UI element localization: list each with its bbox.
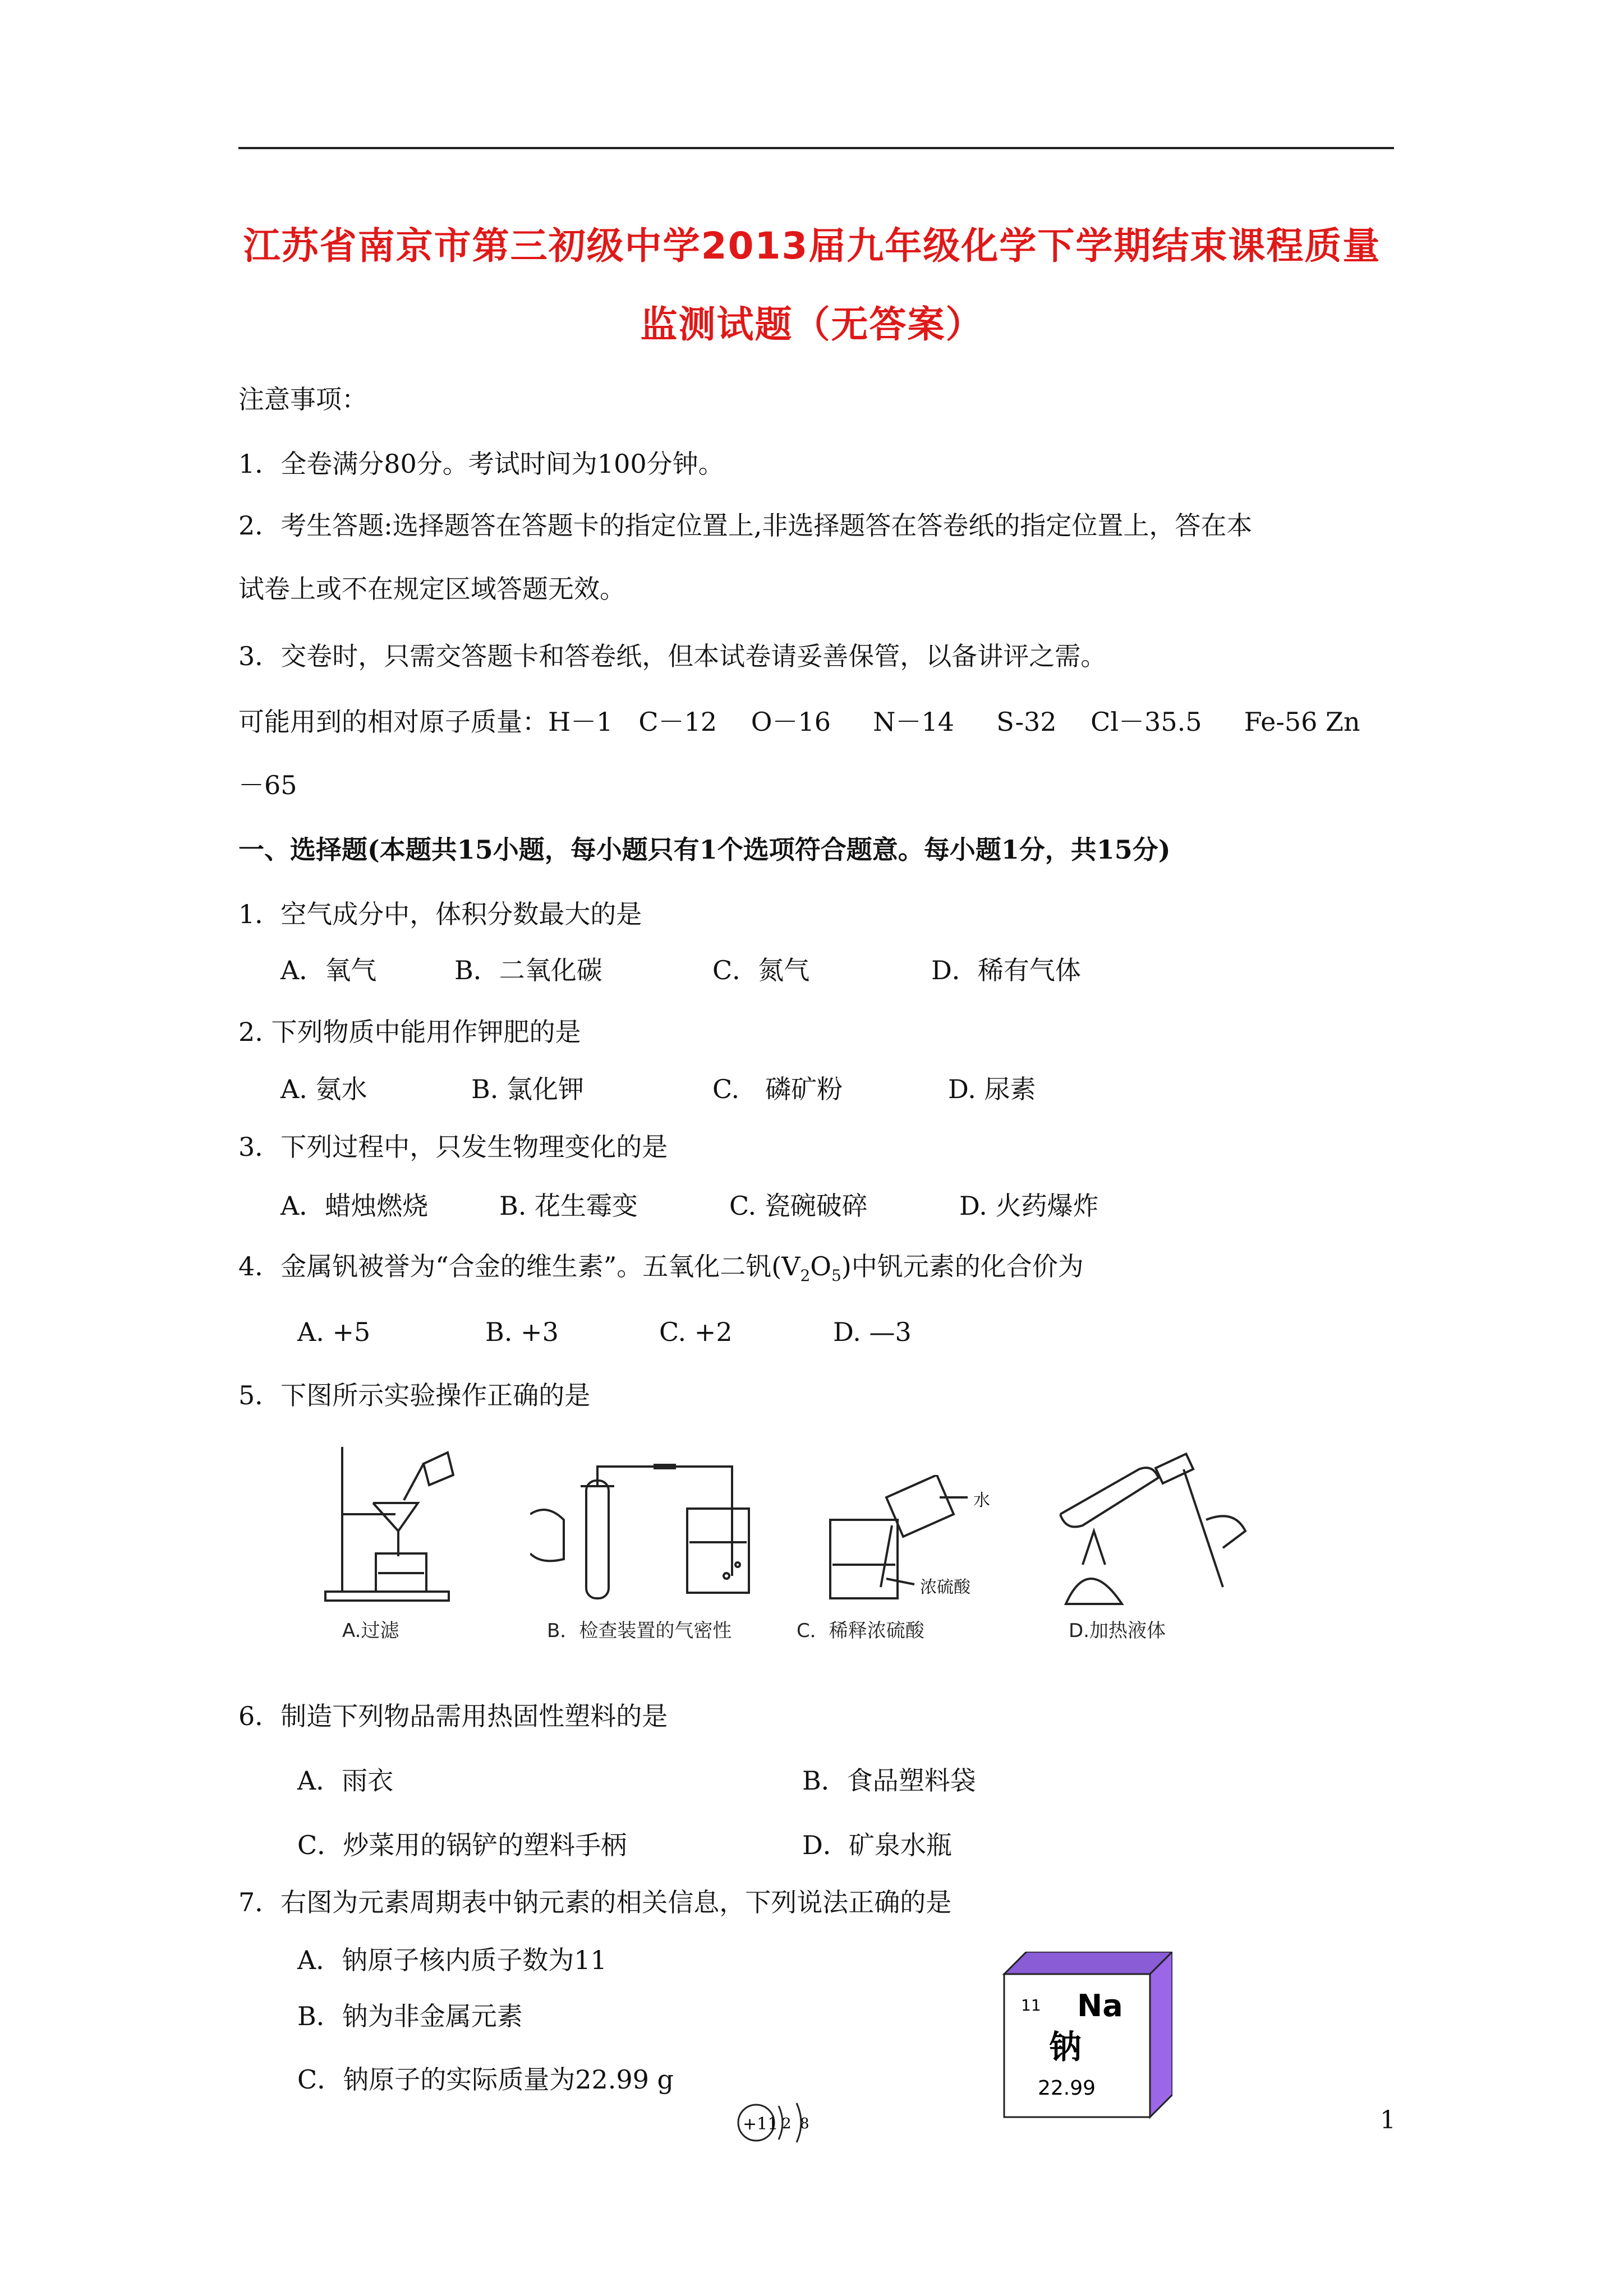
option-d: D. 火药爆炸 bbox=[959, 1191, 1099, 1221]
filtration-figure bbox=[320, 1441, 454, 1610]
note-item: 2．考生答题:选择题答在答题卡的指定位置上,非选择题答在答卷纸的指定位置上，答在本 bbox=[238, 510, 1253, 541]
question-stem: 3．下列过程中，只发生物理变化的是 bbox=[238, 1132, 668, 1162]
notes-heading: 注意事项： bbox=[238, 384, 367, 414]
tile-symbol: Na bbox=[1077, 1988, 1123, 2023]
question-stem: 2. 下列物质中能用作钾肥的是 bbox=[238, 1017, 581, 1047]
option-a: A．雨衣 bbox=[297, 1765, 394, 1796]
option-b: B．钠为非金属元素 bbox=[297, 2001, 523, 2031]
option-a: A. +5 bbox=[297, 1317, 371, 1347]
tile-element-name: 钠 bbox=[1049, 2028, 1082, 2066]
atomic-masses: 可能用到的相对原子质量：H－1 C－12 O－16 N－14 S-32 Cl－35.5 Fe-56 Zn bbox=[238, 707, 1360, 737]
option-a: A．蜡烛燃烧 bbox=[280, 1191, 429, 1221]
atom-structure-diagram bbox=[735, 2095, 819, 2151]
tile-atomic-mass: 22.99 bbox=[1038, 2077, 1096, 2100]
figure-caption-b: B．检查装置的气密性 bbox=[547, 1620, 732, 1642]
figure-caption-c: C．稀释浓硫酸 bbox=[797, 1620, 924, 1642]
section-heading: 一、选择题(本题共15小题，每小题只有1个选项符合题意。每小题1分，共15分) bbox=[238, 835, 1171, 865]
question-stem: 4．金属钒被誉为“合金的维生素”。五氧化二钒$(V_2O_5)$中钒元素的化合价为 bbox=[238, 1251, 1084, 1285]
water-label: 水 bbox=[973, 1491, 990, 1510]
nucleus-charge: +11 bbox=[743, 2114, 779, 2134]
figure-caption-d: D.加热液体 bbox=[1069, 1620, 1166, 1642]
tile-atomic-number: 11 bbox=[1021, 1996, 1041, 2014]
question-stem: 5．下图所示实验操作正确的是 bbox=[238, 1380, 591, 1410]
option-c: C．钠原子的实际质量为22.99 g bbox=[297, 2064, 674, 2095]
option-d: D．矿泉水瓶 bbox=[802, 1830, 952, 1860]
heating-figure bbox=[1055, 1453, 1257, 1610]
header-rule bbox=[238, 147, 1394, 149]
option-a: A. 氨水 bbox=[280, 1074, 367, 1104]
option-c: C．氮气 bbox=[712, 955, 810, 985]
question-stem: 6．制造下列物品需用热固性塑料的是 bbox=[238, 1701, 668, 1731]
option-c: C. 磷矿粉 bbox=[712, 1074, 843, 1104]
option-a: A．氧气 bbox=[280, 955, 377, 985]
option-d: D. 尿素 bbox=[948, 1074, 1036, 1104]
question-stem: 1．空气成分中，体积分数最大的是 bbox=[238, 899, 642, 929]
sodium-element-tile bbox=[993, 1952, 1172, 2120]
option-b: B．二氧化碳 bbox=[454, 955, 602, 985]
note-item: 试卷上或不在规定区域答题无效。 bbox=[238, 574, 625, 604]
option-b: B．食品塑料袋 bbox=[802, 1765, 976, 1796]
option-b: B. +3 bbox=[485, 1317, 559, 1347]
shell-2-electrons: 8 bbox=[800, 2115, 809, 2132]
question-stem: 7．右图为元素周期表中钠元素的相关信息，下列说法正确的是 bbox=[238, 1887, 952, 1917]
option-b: B. 花生霉变 bbox=[499, 1191, 638, 1221]
note-item: 3．交卷时，只需交答题卡和答卷纸，但本试卷请妥善保管，以备讲评之需。 bbox=[238, 641, 1107, 671]
page-title-line1: 江苏省南京市第三初级中学2013届九年级化学下学期结束课程质量 bbox=[243, 224, 1381, 268]
option-d: D．稀有气体 bbox=[931, 955, 1081, 985]
shell-1-electrons: 2 bbox=[782, 2115, 792, 2132]
option-b: B. 氯化钾 bbox=[471, 1074, 585, 1104]
airtightness-figure bbox=[530, 1464, 755, 1610]
option-c: C．炒菜用的锅铲的塑料手柄 bbox=[297, 1830, 627, 1860]
atomic-masses-cont: －65 bbox=[238, 770, 297, 800]
note-item: 1．全卷满分80分。考试时间为100分钟。 bbox=[238, 449, 724, 479]
acid-label: 浓硫酸 bbox=[920, 1578, 970, 1597]
option-c: C. +2 bbox=[659, 1317, 733, 1347]
page-title-line2: 监测试题（无答案） bbox=[640, 303, 984, 346]
option-c: C. 瓷碗破碎 bbox=[729, 1191, 868, 1221]
page-number: 1 bbox=[1380, 2106, 1396, 2134]
option-a: A．钠原子核内质子数为11 bbox=[297, 1945, 607, 1975]
figure-caption-a: A.过滤 bbox=[342, 1620, 399, 1642]
option-d: D. —3 bbox=[833, 1317, 912, 1347]
